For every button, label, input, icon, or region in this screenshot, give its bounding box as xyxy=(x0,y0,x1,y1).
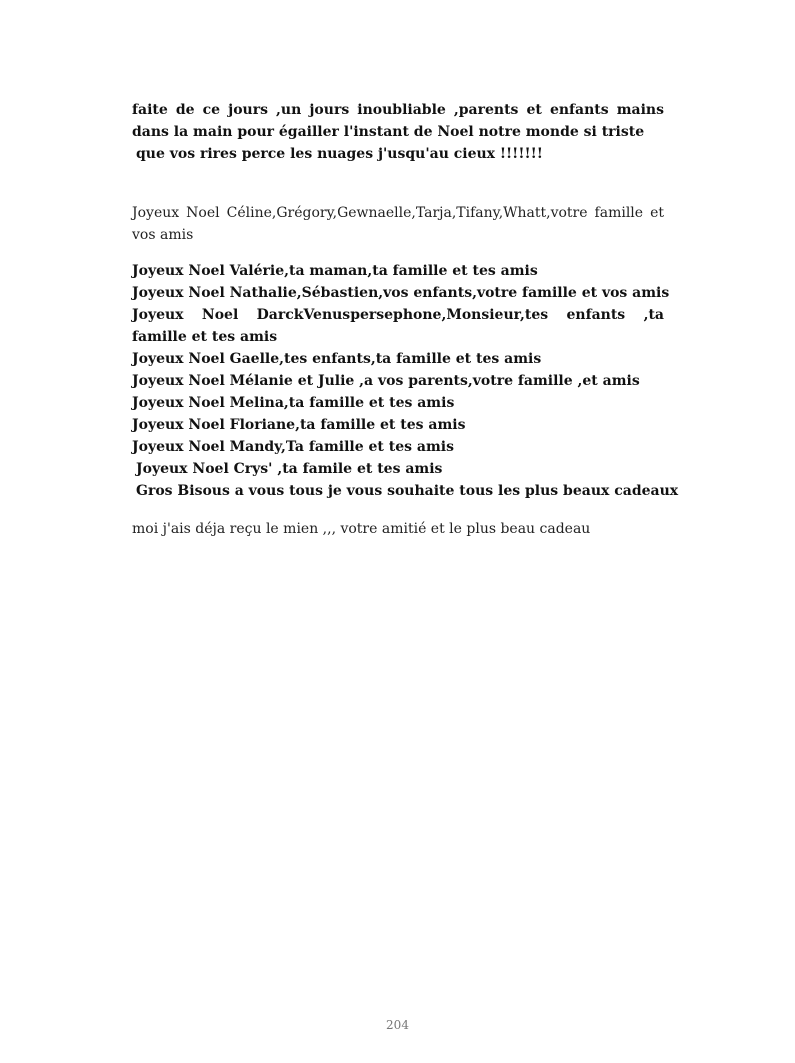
greeting-line: Joyeux Noel DarckVenuspersephone,Monsieur,tes enfants ,ta famille et tes amis xyxy=(132,307,664,345)
page-number: 204 xyxy=(386,1018,409,1032)
greeting-line: Joyeux Noel Valérie,ta maman,ta famille et tes amis xyxy=(132,263,538,279)
greeting-line: Joyeux Noel Mélanie et Julie ,a vos parents,votre famille ,et amis xyxy=(132,373,640,389)
greeting-line: Joyeux Noel Gaelle,tes enfants,ta famille et tes amis xyxy=(132,351,542,367)
closing-paragraph xyxy=(132,518,664,540)
greeting-plain-paragraph xyxy=(132,202,664,246)
greeting-line: Joyeux Noel Melina,ta famille et tes amis xyxy=(132,395,455,411)
greeting-line: Joyeux Noel Nathalie,Sébastien,vos enfants,votre famille et vos amis xyxy=(132,285,670,301)
greeting-list xyxy=(132,260,679,502)
greeting-line: Gros Bisous a vous tous je vous souhaite tous les plus beaux cadeaux xyxy=(136,483,679,499)
greeting-plain-text: Joyeux Noel Céline,Grégory,Gewnaelle,Tarja,Tifany,Whatt,votre famille et vos amis xyxy=(132,205,664,243)
greeting-line: Joyeux Noel Mandy,Ta famille et tes amis xyxy=(132,439,454,455)
greeting-line: Joyeux Noel Floriane,ta famille et tes amis xyxy=(132,417,466,433)
intro-line-3: que vos rires perce les nuages j'usqu'au cieux !!!!!!! xyxy=(136,146,543,162)
closing-text: moi j'ais déja reçu le mien ,,, votre amitié et le plus beau cadeau xyxy=(132,521,591,537)
greeting-line: Joyeux Noel Crys' ,ta famile et tes amis xyxy=(136,461,443,477)
intro-paragraph xyxy=(132,99,664,165)
intro-text: faite de ce jours ,un jours inoubliable ,parents et enfants mains dans la main pour égailler l'instant de Noel notre monde si triste xyxy=(132,102,664,140)
